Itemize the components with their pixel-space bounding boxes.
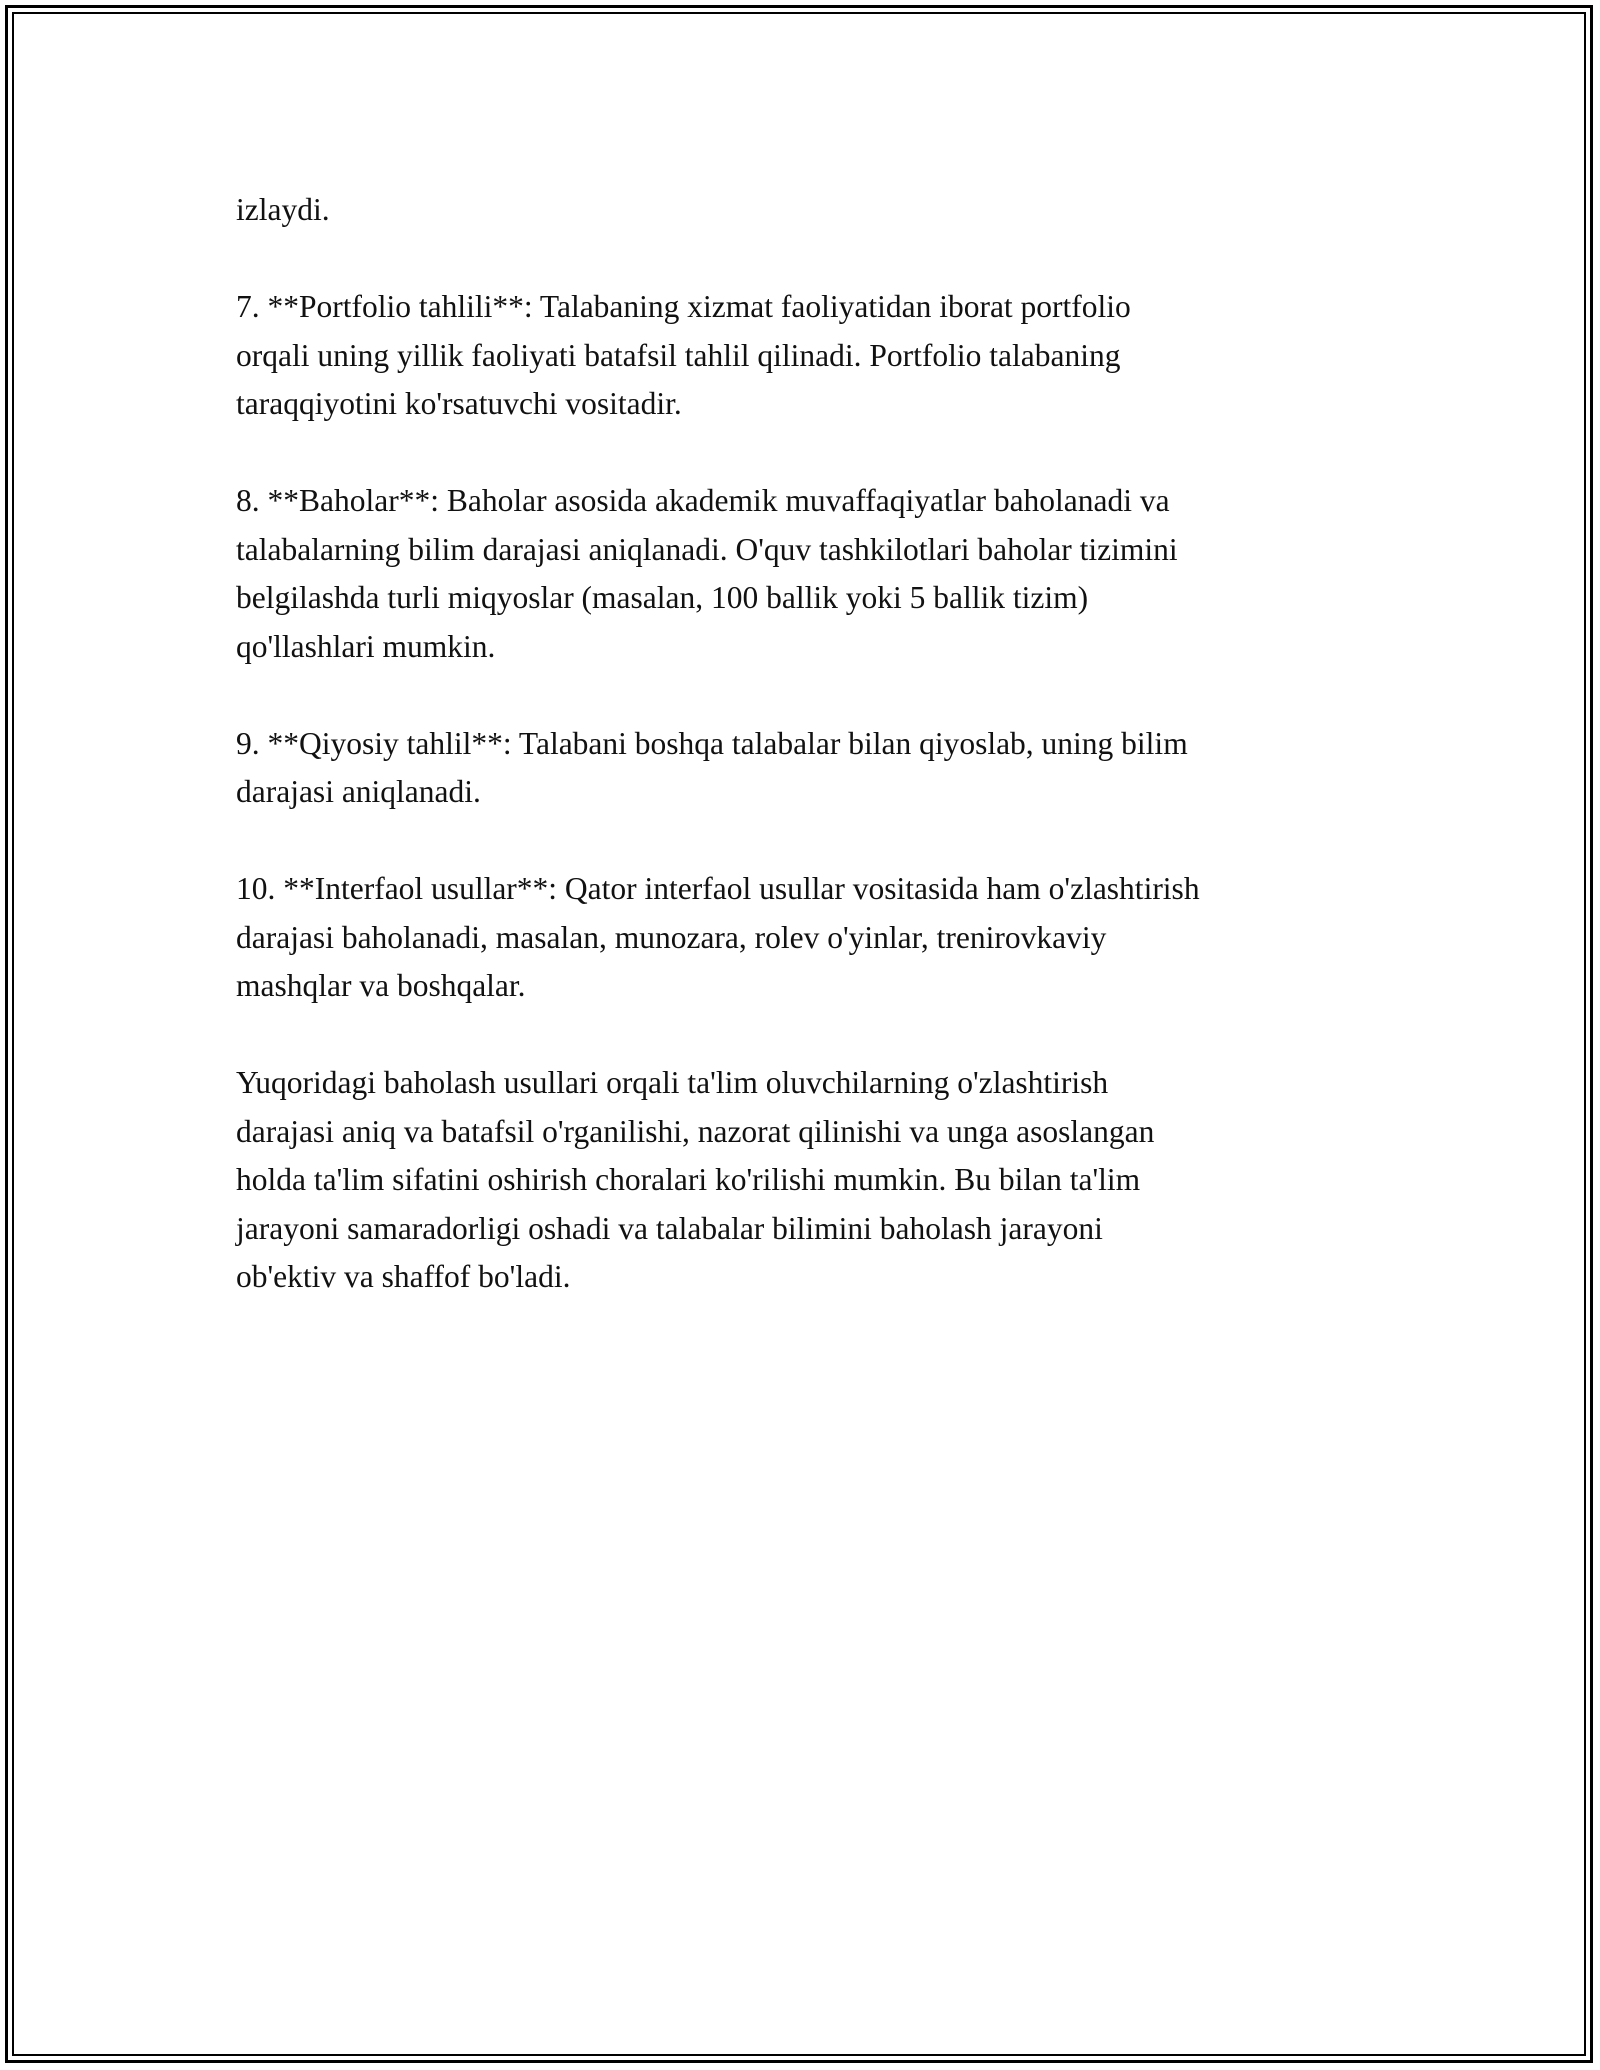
paragraph-grades: 8. **Baholar**: Baholar asosida akademik muvaffaqiyatlar baholanadi va talabalarning bilim darajasi aniqlanadi. O'quv tashkilotlari baholar tizimini belgilashda turli miqyoslar (masalan, 100 ballik yoki 5 ballik tizim) qo'llashlari mumkin. xyxy=(236,483,1178,664)
paragraph-conclusion: Yuqoridagi baholash usullari orqali ta'lim oluvchilarning o'zlashtirish darajasi aniq va batafsil o'rganilishi, nazorat qilinishi va unga asoslangan holda ta'lim sifatini oshirish choralari ko'rilishi mumkin. Bu bilan ta'lim jarayoni samaradorligi oshadi va talabalar bilimini baholash jarayoni ob'ektiv va shaffof bo'ladi. xyxy=(236,1065,1155,1294)
paragraph-comparative-analysis: 9. **Qiyosiy tahlil**: Talabani boshqa talabalar bilan qiyoslab, uning bilim darajasi aniqlanadi. xyxy=(236,725,1188,809)
paragraph-portfolio-analysis: 7. **Portfolio tahlili**: Talabaning xizmat faoliyatidan iborat portfolio orqali uning yillik faoliyati batafsil tahlil qilinadi. Portfolio talabaning taraqqiyotini ko'rsatuvchi vositadir. xyxy=(236,289,1131,421)
document-body xyxy=(236,186,1376,1350)
paragraph-interactive-methods: 10. **Interfaol usullar**: Qator interfaol usullar vositasida ham o'zlashtirish darajasi baholanadi, masalan, munozara, rolev o'yinlar, trenirovkaviy mashqlar va boshqalar. xyxy=(236,871,1200,1003)
paragraph-continuation: izlaydi. xyxy=(236,192,330,227)
